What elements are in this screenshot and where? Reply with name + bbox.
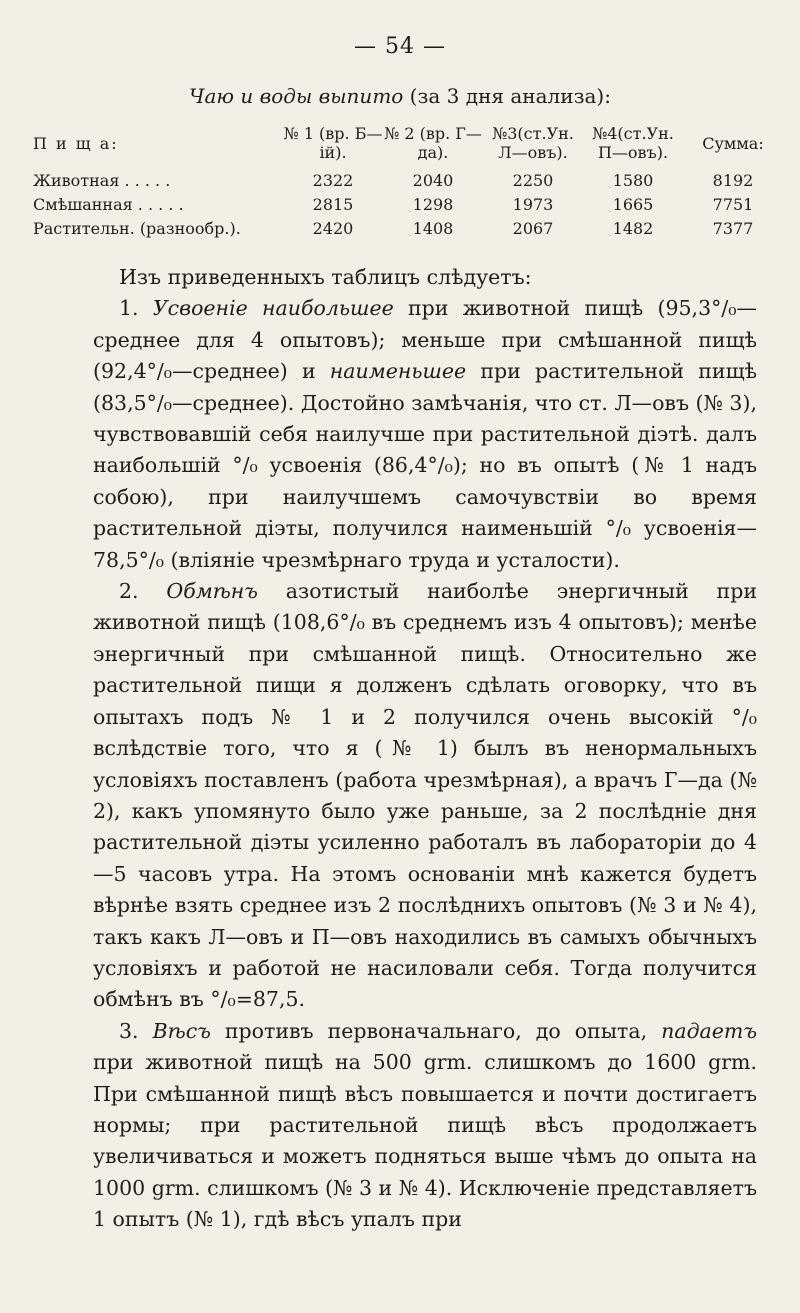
page-number: — 54 — <box>354 34 446 59</box>
intake-table <box>33 118 783 240</box>
p1-text: при животной пищѣ (95,3°/₀—среднее для 4 опытовъ); меньше при смѣшанной пищѣ (92,4°/₀—среднее) и <box>93 296 757 384</box>
p3-number: 3. <box>119 1018 153 1043</box>
paragraph-3 <box>93 1016 757 1236</box>
p1-emphasis: Усвоеніе наибольшее <box>152 296 394 321</box>
table-cell: 7377 <box>712 218 754 238</box>
p2-text: азотистый наиболѣе энергичный при животной пищѣ (108,6°/₀ въ среднемъ изъ 4 опытовъ); менѣе энергичный при смѣшанной пищѣ. Относительно же растительной пищи я долженъ сдѣлать оговорку, что въ опытахъ подъ № 1 и 2 получился очень высокій °/₀ вслѣдствіе того, что я (№ 1) былъ въ ненормальныхъ условіяхъ поставленъ (работа чрезмѣрная), а врачъ Г—да (№ 2), какъ упомянуто было уже раньше, за 2 послѣдніе дня растительной діэты усиленно работалъ въ лабораторіи до 4—5 часовъ утра. На этомъ основаніи мнѣ кажется будетъ вѣрнѣе взять среднее изъ 2 послѣднихъ опытовъ (№ 3 и № 4), такъ какъ Л—овъ и П—овъ находились въ самыхъ обычныхъ условіяхъ и работой не насиловали себя. Тогда получится обмѣнъ въ °/₀=87,5. <box>93 579 757 1012</box>
p2-emphasis: Обмѣнъ <box>166 579 258 604</box>
p3-emphasis-2: падаетъ <box>661 1018 758 1043</box>
paragraph-1 <box>93 293 757 576</box>
table-header-row <box>33 118 783 168</box>
row-label: Животная . . . . . <box>33 170 171 190</box>
row-label: Растительн. (разнообр.). <box>33 218 241 238</box>
header-exp-4: №4(ст.Ун. П—овъ). <box>592 124 674 162</box>
header-exp-3: №3(ст.Ун. Л—овъ). <box>492 124 574 162</box>
header-sum: Сумма: <box>702 133 764 153</box>
header-exp-2: № 2 (вр. Г—да). <box>384 124 482 162</box>
p3-text: противъ первоначальнаго, до опыта, <box>210 1018 662 1043</box>
p1-number: 1. <box>119 296 153 321</box>
table-cell: 8192 <box>712 170 754 190</box>
caption-rest: (за 3 дня анализа): <box>403 84 611 108</box>
table-cell: 2067 <box>512 218 554 238</box>
table-cell: 1973 <box>512 194 554 214</box>
p1-text-2: при растительной пищѣ (83,5°/₀—среднее). Достойно замѣчанія, что ст. Л—овъ (№ 3), чувствовавшій себя наилучше при растительной діэтѣ. далъ наибольшій °/₀ усвоенія (86,4°/₀); но въ опытѣ (№ 1 надъ собою), при наилучшемъ самочувствіи во время растительной діэты, получился наименьшій °/₀ усвоенія—78,5°/₀ (вліяніе чрезмѣрнаго труда и усталости). <box>93 359 758 572</box>
table-cell: 7751 <box>712 194 754 214</box>
paragraph-2 <box>93 576 757 1016</box>
table-cell: 1482 <box>612 218 654 238</box>
row-label: Смѣшанная . . . . . <box>33 194 184 214</box>
table-cell: 2815 <box>312 194 354 214</box>
table-caption <box>0 84 800 108</box>
table-cell: 1408 <box>412 218 454 238</box>
p3-text-2: при животной пищѣ на 500 grm. слишкомъ до 1600 grm. При смѣшанной пищѣ вѣсъ повышается и почти достигаетъ нормы; при растительной пищѣ вѣсъ продолжаетъ увеличиваться и можетъ подняться выше чѣмъ до опыта на 1000 grm. слишкомъ (№ 3 и № 4). Исключеніе представляетъ 1 опытъ (№ 1), гдѣ вѣсъ упалъ при <box>93 1050 757 1232</box>
intro-paragraph: Изъ приведенныхъ таблицъ слѣдуетъ: <box>119 265 532 289</box>
p2-number: 2. <box>119 579 167 604</box>
table-row <box>33 216 783 240</box>
header-food: П и щ а: <box>33 133 119 153</box>
p3-emphasis: Вѣсъ <box>152 1018 211 1043</box>
table-cell: 2420 <box>312 218 354 238</box>
table-cell: 1298 <box>412 194 454 214</box>
table-cell: 2322 <box>312 170 354 190</box>
caption-italic: Чаю и воды выпито <box>189 84 404 108</box>
table-cell: 2250 <box>512 170 554 190</box>
table-row <box>33 192 783 216</box>
body-text <box>93 262 757 1236</box>
p1-emphasis-2: наименьшее <box>329 359 467 384</box>
table-cell: 1665 <box>612 194 654 214</box>
table-cell: 2040 <box>412 170 454 190</box>
header-exp-1: № 1 (вр. Б—ій). <box>283 124 383 162</box>
table-cell: 1580 <box>612 170 654 190</box>
table-row <box>33 168 783 192</box>
